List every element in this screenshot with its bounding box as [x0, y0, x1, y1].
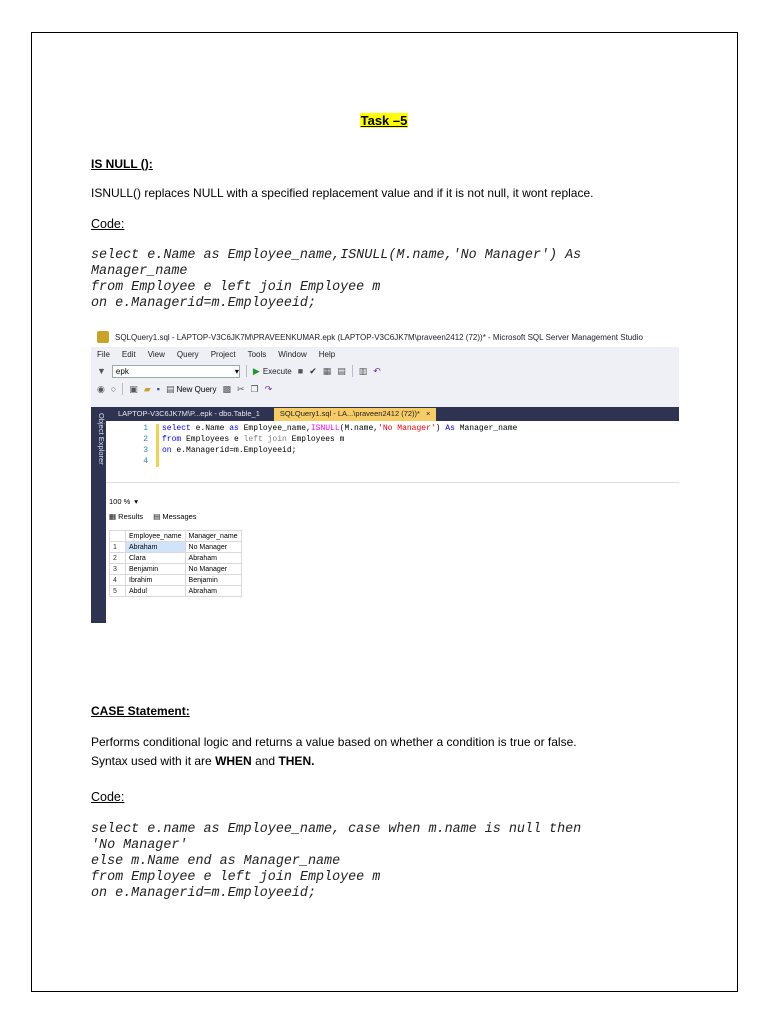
code-token: )	[435, 424, 446, 433]
table-cell[interactable]: Ibrahim	[126, 575, 186, 586]
new-query-icon: ▤	[165, 383, 175, 394]
open-file-icon[interactable]: ▰	[143, 383, 151, 394]
chevron-down-icon: ▾	[234, 366, 239, 376]
copy-icon[interactable]: ❐	[250, 383, 259, 394]
code-token: left join	[243, 435, 287, 444]
document-tabs	[106, 407, 679, 421]
editor-area	[106, 407, 679, 623]
table-cell[interactable]: Abdul	[126, 586, 186, 597]
new-query-label: New Query	[176, 384, 217, 394]
code-editor[interactable]	[106, 421, 679, 483]
code-token: from	[162, 435, 182, 444]
ssms-menubar	[91, 347, 679, 362]
zoom-control[interactable]	[109, 497, 138, 506]
tab-results[interactable]: ▦ Results	[109, 512, 144, 521]
filter-icon[interactable]: ▼	[97, 366, 106, 376]
table-cell[interactable]: No Manager	[185, 564, 241, 575]
table-cell[interactable]: Benjamin	[185, 575, 241, 586]
new-project-icon[interactable]: ▣	[129, 383, 138, 394]
menu-project[interactable]: Project	[210, 350, 236, 359]
line-number: 1	[143, 424, 148, 433]
table-cell[interactable]: Abraham	[126, 542, 186, 553]
code-token: 'No Manager'	[378, 424, 436, 433]
undo-icon[interactable]: ↶	[373, 365, 381, 376]
tab-messages[interactable]: ▤ Messages	[153, 512, 197, 521]
table-cell[interactable]: Clara	[126, 553, 186, 564]
code-line-4	[136, 457, 162, 466]
execute-label: Execute	[262, 366, 292, 376]
forward-icon[interactable]: ○	[110, 384, 117, 394]
cut-icon[interactable]: ✂	[236, 383, 245, 394]
code-token: on	[162, 446, 172, 455]
table-row[interactable]	[110, 575, 242, 586]
menu-edit[interactable]: Edit	[121, 350, 136, 359]
row-number: 1	[110, 542, 126, 553]
menu-help[interactable]: Help	[318, 350, 336, 359]
zoom-level: 100 %	[109, 497, 131, 506]
isnull-heading: IS NULL ():	[91, 157, 153, 171]
code-token: Employees m	[286, 435, 345, 444]
execute-button[interactable]	[253, 366, 292, 377]
database-query-icon[interactable]: ▩	[222, 383, 231, 394]
case-code-block: select e.name as Employee_name, case when m.name is null then 'No Manager' else m.Name end as Manager_name from Employee e left join Employee m on e.Managerid=m.Employeeid;	[91, 822, 582, 901]
table-cell[interactable]: Abraham	[185, 553, 241, 564]
line-number: 2	[143, 435, 148, 444]
code-token: Employee_name,	[238, 424, 311, 433]
case-description-line-2	[91, 752, 691, 771]
ssms-toolbar-1	[91, 362, 679, 380]
row-number: 5	[110, 586, 126, 597]
table-cell[interactable]: No Manager	[185, 542, 241, 553]
code-token: ISNULL	[310, 424, 340, 433]
column-header[interactable]: Manager_name	[185, 531, 241, 542]
keyword-when: WHEN	[215, 754, 252, 768]
isnull-description: ISNULL() replaces NULL with a specified replacement value and if it is not null, it wont replace.	[91, 186, 594, 200]
menu-tools[interactable]: Tools	[247, 350, 267, 359]
tab-sqlquery-label: SQLQuery1.sql - LA...\praveen2412 (72))*	[279, 409, 420, 418]
code-line-3	[136, 446, 296, 455]
check-icon[interactable]: ✔	[309, 365, 317, 376]
line-number: 4	[143, 457, 148, 466]
table-row[interactable]	[110, 542, 242, 553]
new-query-button[interactable]	[166, 384, 217, 395]
case-heading: CASE Statement:	[91, 704, 190, 718]
row-number: 2	[110, 553, 126, 564]
text-run: Syntax used with it are	[91, 754, 216, 768]
database-select-value: epk	[115, 366, 129, 376]
toolbar-separator	[122, 383, 123, 395]
chevron-down-icon: ▾	[134, 497, 139, 506]
results-icon[interactable]: ▤	[337, 365, 346, 376]
menu-query[interactable]: Query	[176, 350, 199, 359]
table-row[interactable]	[110, 553, 242, 564]
comment-icon[interactable]: ▥	[358, 365, 368, 376]
menu-window[interactable]: Window	[278, 350, 307, 359]
code-token: Employees e	[181, 435, 244, 444]
code-token: (M.name,	[339, 424, 379, 433]
table-cell[interactable]: Benjamin	[126, 564, 186, 575]
ssms-window-title: SQLQuery1.sql - LAPTOP-V3C6JK7M\PRAVEENKUMAR.epk (LAPTOP-V3C6JK7M\praveen2412 (72))* - Microsoft SQL Server Management Studio	[115, 332, 643, 342]
case-code-label: Code:	[91, 790, 125, 804]
database-select[interactable]	[112, 365, 240, 378]
tab-results-label: Results	[118, 512, 144, 521]
code-line-1	[136, 424, 517, 433]
code-token: Manager_name	[454, 424, 518, 433]
table-row[interactable]	[110, 586, 242, 597]
menu-view[interactable]: View	[147, 350, 165, 359]
code-token: e.Managerid=m.Employeeid;	[171, 446, 297, 455]
column-header[interactable]: Employee_name	[126, 531, 186, 542]
result-tabs	[109, 512, 197, 521]
table-row[interactable]	[110, 564, 242, 575]
stop-icon[interactable]: ■	[297, 366, 304, 376]
case-description	[91, 733, 691, 771]
results-grid[interactable]	[109, 530, 242, 597]
code-token: e.Name	[190, 424, 230, 433]
isnull-code-block: select e.Name as Employee_name,ISNULL(M.name,'No Manager') As Manager_name from Employee e left join Employee m on e.Managerid=m.Employeeid;	[91, 248, 582, 311]
back-icon[interactable]: ◉	[97, 383, 105, 394]
tab-messages-label: Messages	[162, 512, 197, 521]
tab-table[interactable]: LAPTOP-V3C6JK7M\P...epk - dbo.Table_1	[118, 409, 260, 418]
ssms-body	[91, 407, 679, 623]
case-description-line-1: Performs conditional logic and returns a value based on whether a condition is true or false.	[91, 735, 577, 749]
task-title: Task –5	[360, 113, 408, 128]
code-line-2	[136, 435, 344, 444]
text-run: and	[251, 754, 279, 768]
grid-icon[interactable]: ▦	[322, 365, 332, 376]
ssms-toolbar-2	[91, 380, 679, 398]
ssms-app-icon	[97, 331, 109, 343]
code-token: as	[229, 424, 239, 433]
save-icon[interactable]: ▪	[156, 384, 160, 394]
toolbar-separator	[352, 365, 353, 377]
toolbar-separator	[246, 365, 247, 377]
ssms-screenshot	[91, 327, 679, 623]
keyword-then: THEN.	[278, 754, 315, 768]
row-number-header	[110, 531, 126, 542]
row-number: 3	[110, 564, 126, 575]
ssms-titlebar	[91, 327, 679, 347]
play-icon: ▶	[252, 365, 260, 376]
menu-file[interactable]: File	[97, 350, 110, 359]
line-number: 3	[143, 446, 148, 455]
row-number: 4	[110, 575, 126, 586]
object-explorer-tab[interactable]: Object Explorer	[91, 407, 106, 623]
tab-sqlquery[interactable]	[274, 408, 436, 421]
code-token: select	[162, 424, 191, 433]
table-cell[interactable]: Abraham	[185, 586, 241, 597]
isnull-code-label: Code:	[91, 217, 125, 231]
code-token: As	[445, 424, 455, 433]
redo-icon[interactable]: ↷	[264, 383, 273, 394]
results-header-row	[110, 531, 242, 542]
close-icon[interactable]: ×	[425, 409, 431, 418]
